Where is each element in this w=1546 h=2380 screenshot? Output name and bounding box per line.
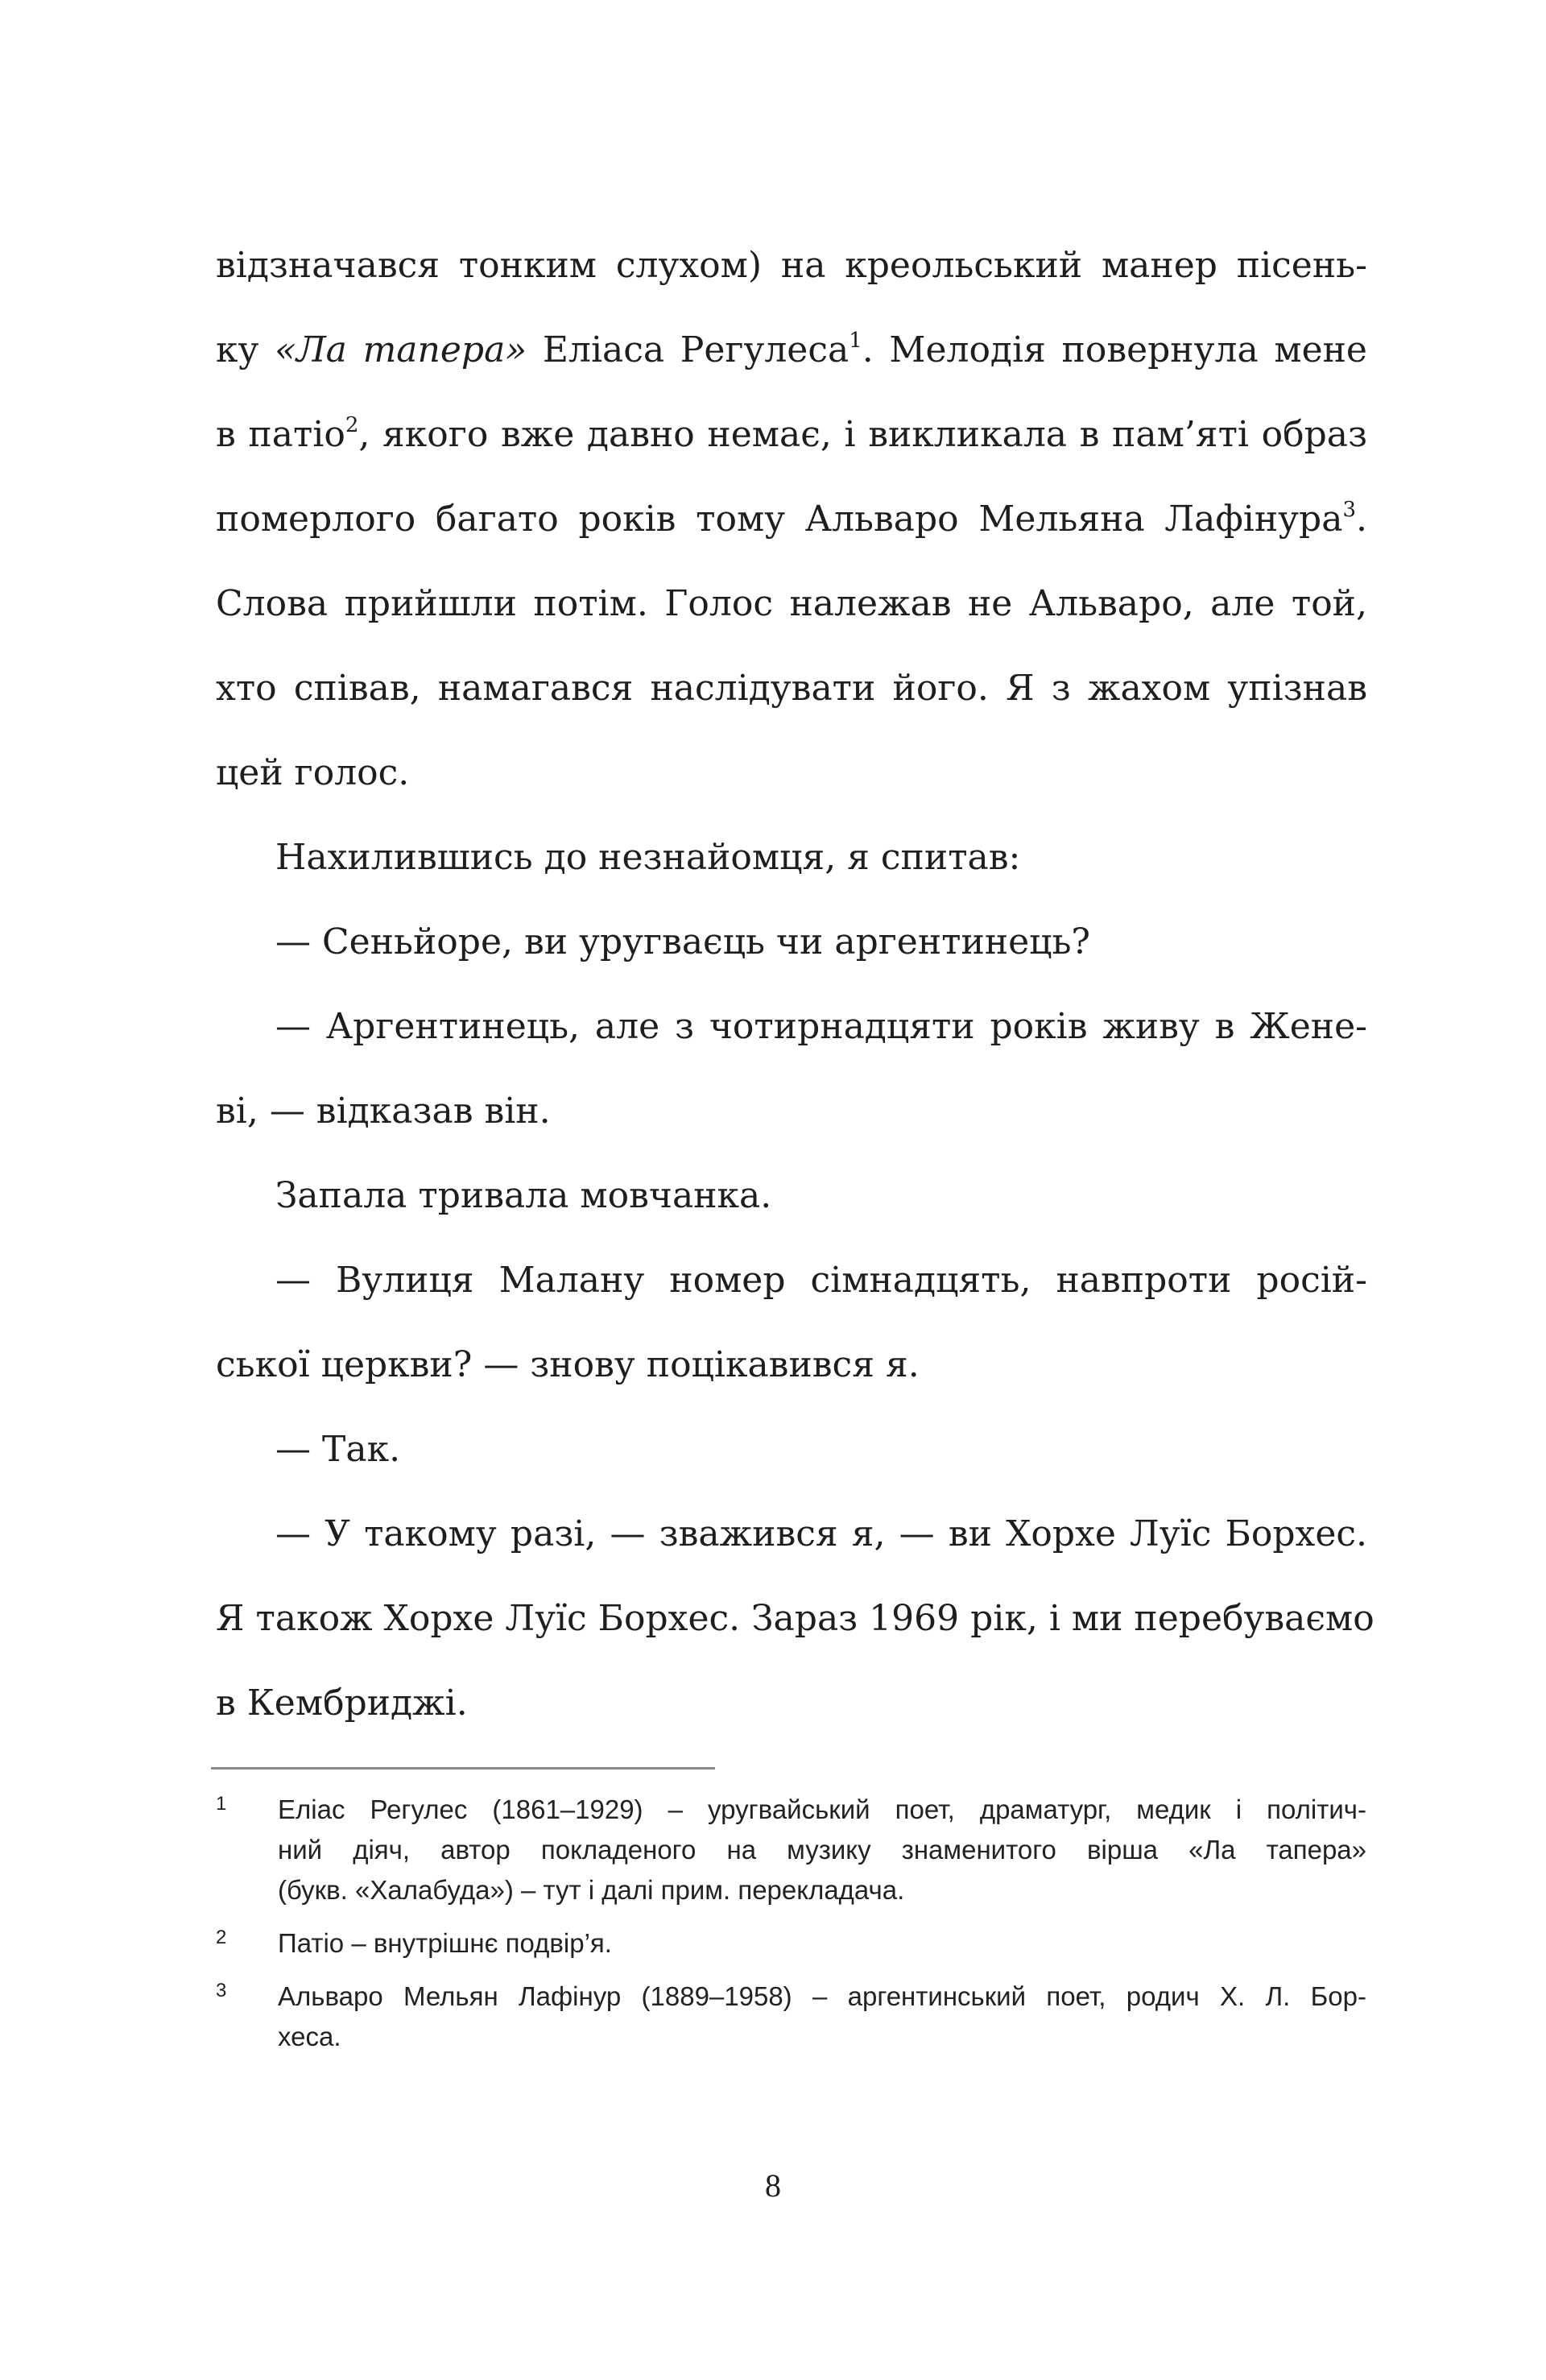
text-line: в Кембриджі. (216, 1683, 468, 1724)
dialogue-line: — Вулиця Малану номер сімнадцять, навпроти росій- (275, 1260, 1367, 1301)
text-fragment: Еліаса Регулеса (527, 329, 849, 370)
footnote-number: 2 (216, 1927, 227, 1948)
footnote-ref[interactable]: 1 (849, 329, 862, 353)
text-fragment: , якого вже давно немає, і викликала в пам’яті образ (358, 414, 1367, 455)
page-number: 8 (765, 2167, 781, 2204)
text-line: Слова прийшли потім. Голос належав не Альваро, але той, (216, 583, 1367, 624)
footnote-line: ний діяч, автор покладеного на музику знаменитого вірша «Ла тапера» (278, 1835, 1366, 1865)
text-line (216, 326, 1367, 375)
footnote-number: 3 (216, 1980, 227, 2001)
text-line: відзначався тонким слухом) на креольський манер пісень- (216, 245, 1367, 286)
footnote-line: (букв. «Халабуда») – тут і далі прим. перекладача. (278, 1875, 905, 1905)
text-line (216, 495, 1367, 544)
text-line: хто співав, намагався наслідувати його. Я з жахом упізнав (216, 668, 1367, 709)
text-line: Я також Хорхе Луїс Борхес. Зараз 1969 рік, і ми перебуваємо (216, 1598, 1374, 1639)
text-fragment: . Мелодія повернула мене (862, 329, 1367, 370)
text-fragment: померлого багато років тому Альваро Мельяна Лафінура (216, 499, 1343, 540)
song-title-italic: «Ла тапера» (275, 329, 527, 370)
text-line (216, 411, 1367, 459)
footnote-number: 1 (216, 1793, 227, 1815)
dialogue-line: — Сеньйоре, ви уругваєць чи аргентинець? (275, 921, 1091, 962)
footnote-line: Альваро Мельян Лафінур (1889–1958) – аргентинський поет, родич Х. Л. Бор- (278, 1981, 1366, 2011)
footnote-line: хеса. (278, 2022, 341, 2051)
footnote-ref[interactable]: 2 (345, 413, 359, 437)
footnote-ref[interactable]: 3 (1342, 498, 1356, 522)
text-line: Запала тривала мовчанка. (275, 1175, 772, 1216)
text-fragment: . (1356, 499, 1367, 540)
dialogue-line: — У такому разі, — зважився я, — ви Хорхе Луїс Борхес. (275, 1513, 1367, 1554)
dialogue-line: — Так. (275, 1429, 401, 1470)
text-line: Нахилившись до незнайомця, я спитав: (275, 837, 1021, 878)
text-line: ської церкви? — знову поцікавився я. (216, 1344, 920, 1385)
footnote-line: Еліас Регулес (1861–1929) – уругвайський поет, драматург, медик і політич- (278, 1794, 1366, 1824)
footnote-divider (211, 1767, 715, 1769)
text-line: ві, — відказав він. (216, 1091, 551, 1132)
text-fragment: в патіо (216, 414, 345, 455)
dialogue-line: — Аргентинець, але з чотирнадцяти років живу в Жене- (275, 1006, 1367, 1047)
text-line: цей голос. (216, 752, 410, 793)
text-fragment: ку (216, 329, 275, 370)
footnote-line: Патіо – внутрішнє подвір’я. (278, 1928, 612, 1958)
